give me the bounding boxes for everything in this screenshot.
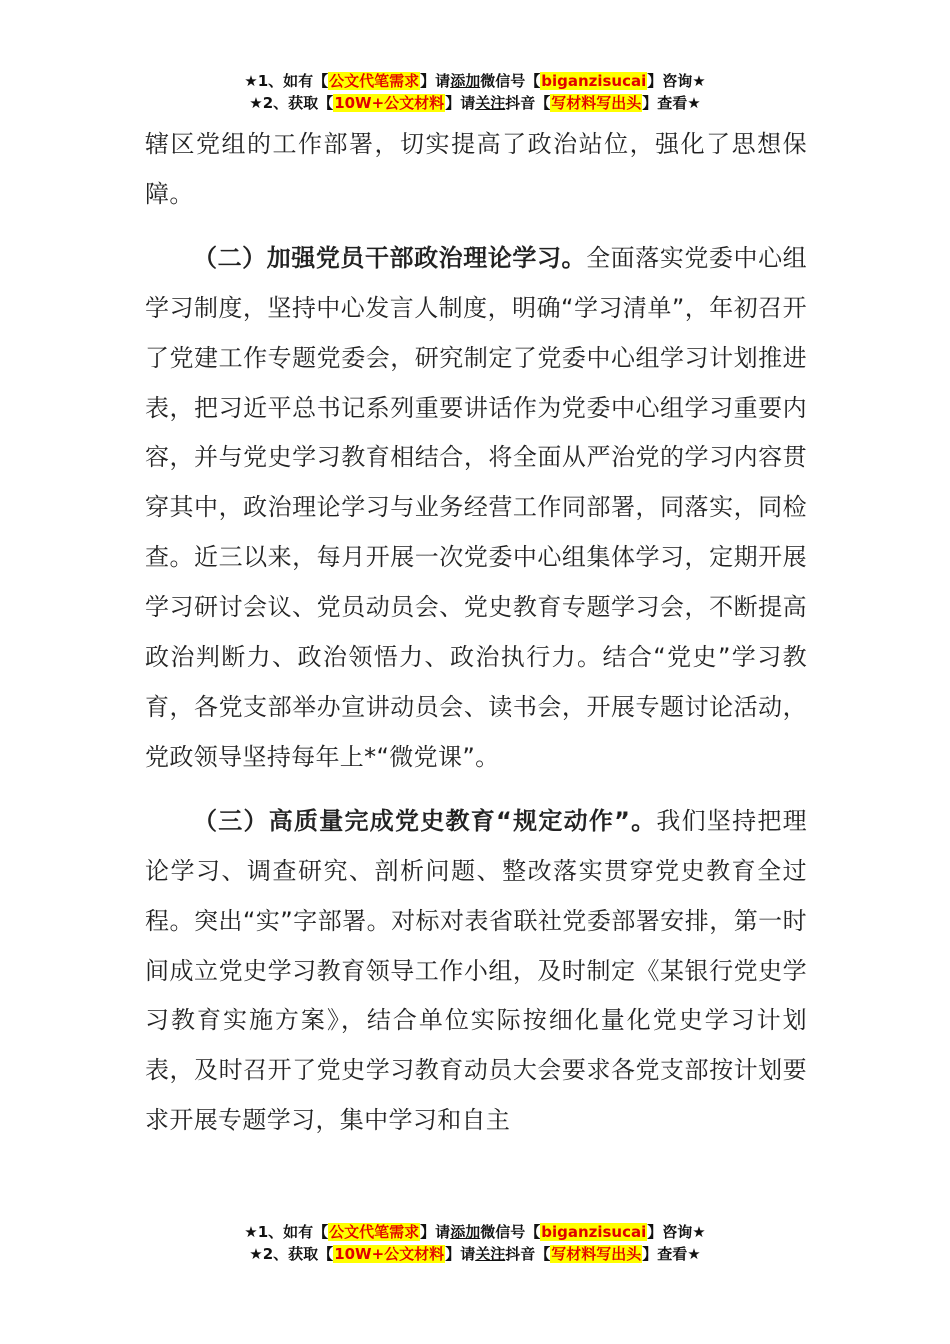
banner-text: ★2、获取【 xyxy=(249,1245,334,1263)
footer-line-1 xyxy=(0,1221,950,1243)
banner-text: 微信号【 xyxy=(480,72,541,90)
banner-text: 抖音【 xyxy=(505,94,551,112)
banner-highlight: 公文代笔需求 xyxy=(329,72,420,90)
banner-highlight: biganzisucai xyxy=(541,72,647,90)
banner-highlight: 10W+公文材料 xyxy=(334,94,445,112)
banner-text: 】查看★ xyxy=(642,1245,701,1263)
banner-text: ★1、如有【 xyxy=(244,72,329,90)
banner-text: 】查看★ xyxy=(642,94,701,112)
banner-text: ★1、如有【 xyxy=(244,1223,329,1241)
banner-underline: 关注 xyxy=(475,1245,506,1263)
footer-banner xyxy=(0,1221,950,1265)
banner-text: ★2、获取【 xyxy=(249,94,334,112)
banner-text: 】请 xyxy=(445,94,476,112)
banner-text: 】请 xyxy=(420,72,451,90)
paragraph-continued: 辖区党组的工作部署，切实提高了政治站位，强化了思想保障。 xyxy=(145,130,807,208)
banner-highlight: 10W+公文材料 xyxy=(334,1245,445,1263)
banner-text: 】咨询★ xyxy=(647,1223,706,1241)
paragraph-3-body: 我们坚持把理论学习、调查研究、剖析问题、整改落实贯穿党史教育全过程。突出“实”字部署。对标对表省联社党委部署安排，第一时间成立党史学习教育领导工作小组，及时制定《某银行党史学习教育实施方案》，结合单位实际按细化量化党史学习计划表，及时召开了党史学习教育动员大会要求各党支部按计划要求开展专题学习，集中学习和自主 xyxy=(145,806,807,1135)
banner-highlight: 公文代笔需求 xyxy=(329,1223,420,1241)
section-heading-3: （三）高质量完成党史教育“规定动作”。 xyxy=(193,806,657,835)
section-heading-2: （二）加强党员干部政治理论学习。 xyxy=(193,243,587,272)
document-body xyxy=(145,120,807,1146)
footer-line-2 xyxy=(0,1243,950,1265)
banner-underline: 添加 xyxy=(450,72,481,90)
banner-text: 】请 xyxy=(420,1223,451,1241)
banner-underline: 添加 xyxy=(450,1223,481,1241)
banner-text: 微信号【 xyxy=(480,1223,541,1241)
banner-highlight: 写材料写出头 xyxy=(551,94,642,112)
header-banner xyxy=(0,70,950,114)
paragraph-2-body: 全面落实党委中心组学习制度，坚持中心发言人制度，明确“学习清单”，年初召开了党建工作专题党委会，研究制定了党委中心组学习计划推进表，把习近平总书记系列重要讲话作为党委中心组学习重要内容，并与党史学习教育相结合，将全面从严治党的学习内容贯穿其中，政治理论学习与业务经营工作同部署，同落实，同检查。近三以来，每月开展一次党委中心组集体学习，定期开展学习研讨会议、党员动员会、党史教育专题学习会，不断提高政治判断力、政治领悟力、政治执行力。结合“党史”学习教育，各党支部举办宣讲动员会、读书会，开展专题讨论活动，党政领导坚持每年上*“微党课”。 xyxy=(145,243,807,771)
banner-line-2 xyxy=(0,92,950,114)
paragraph-2 xyxy=(145,234,807,783)
banner-highlight: 写材料写出头 xyxy=(551,1245,642,1263)
banner-text: 】咨询★ xyxy=(647,72,706,90)
banner-text: 抖音【 xyxy=(505,1245,551,1263)
banner-underline: 关注 xyxy=(475,94,506,112)
banner-highlight: biganzisucai xyxy=(541,1223,647,1241)
banner-text: 】请 xyxy=(445,1245,476,1263)
banner-line-1 xyxy=(0,70,950,92)
paragraph-3 xyxy=(145,797,807,1146)
